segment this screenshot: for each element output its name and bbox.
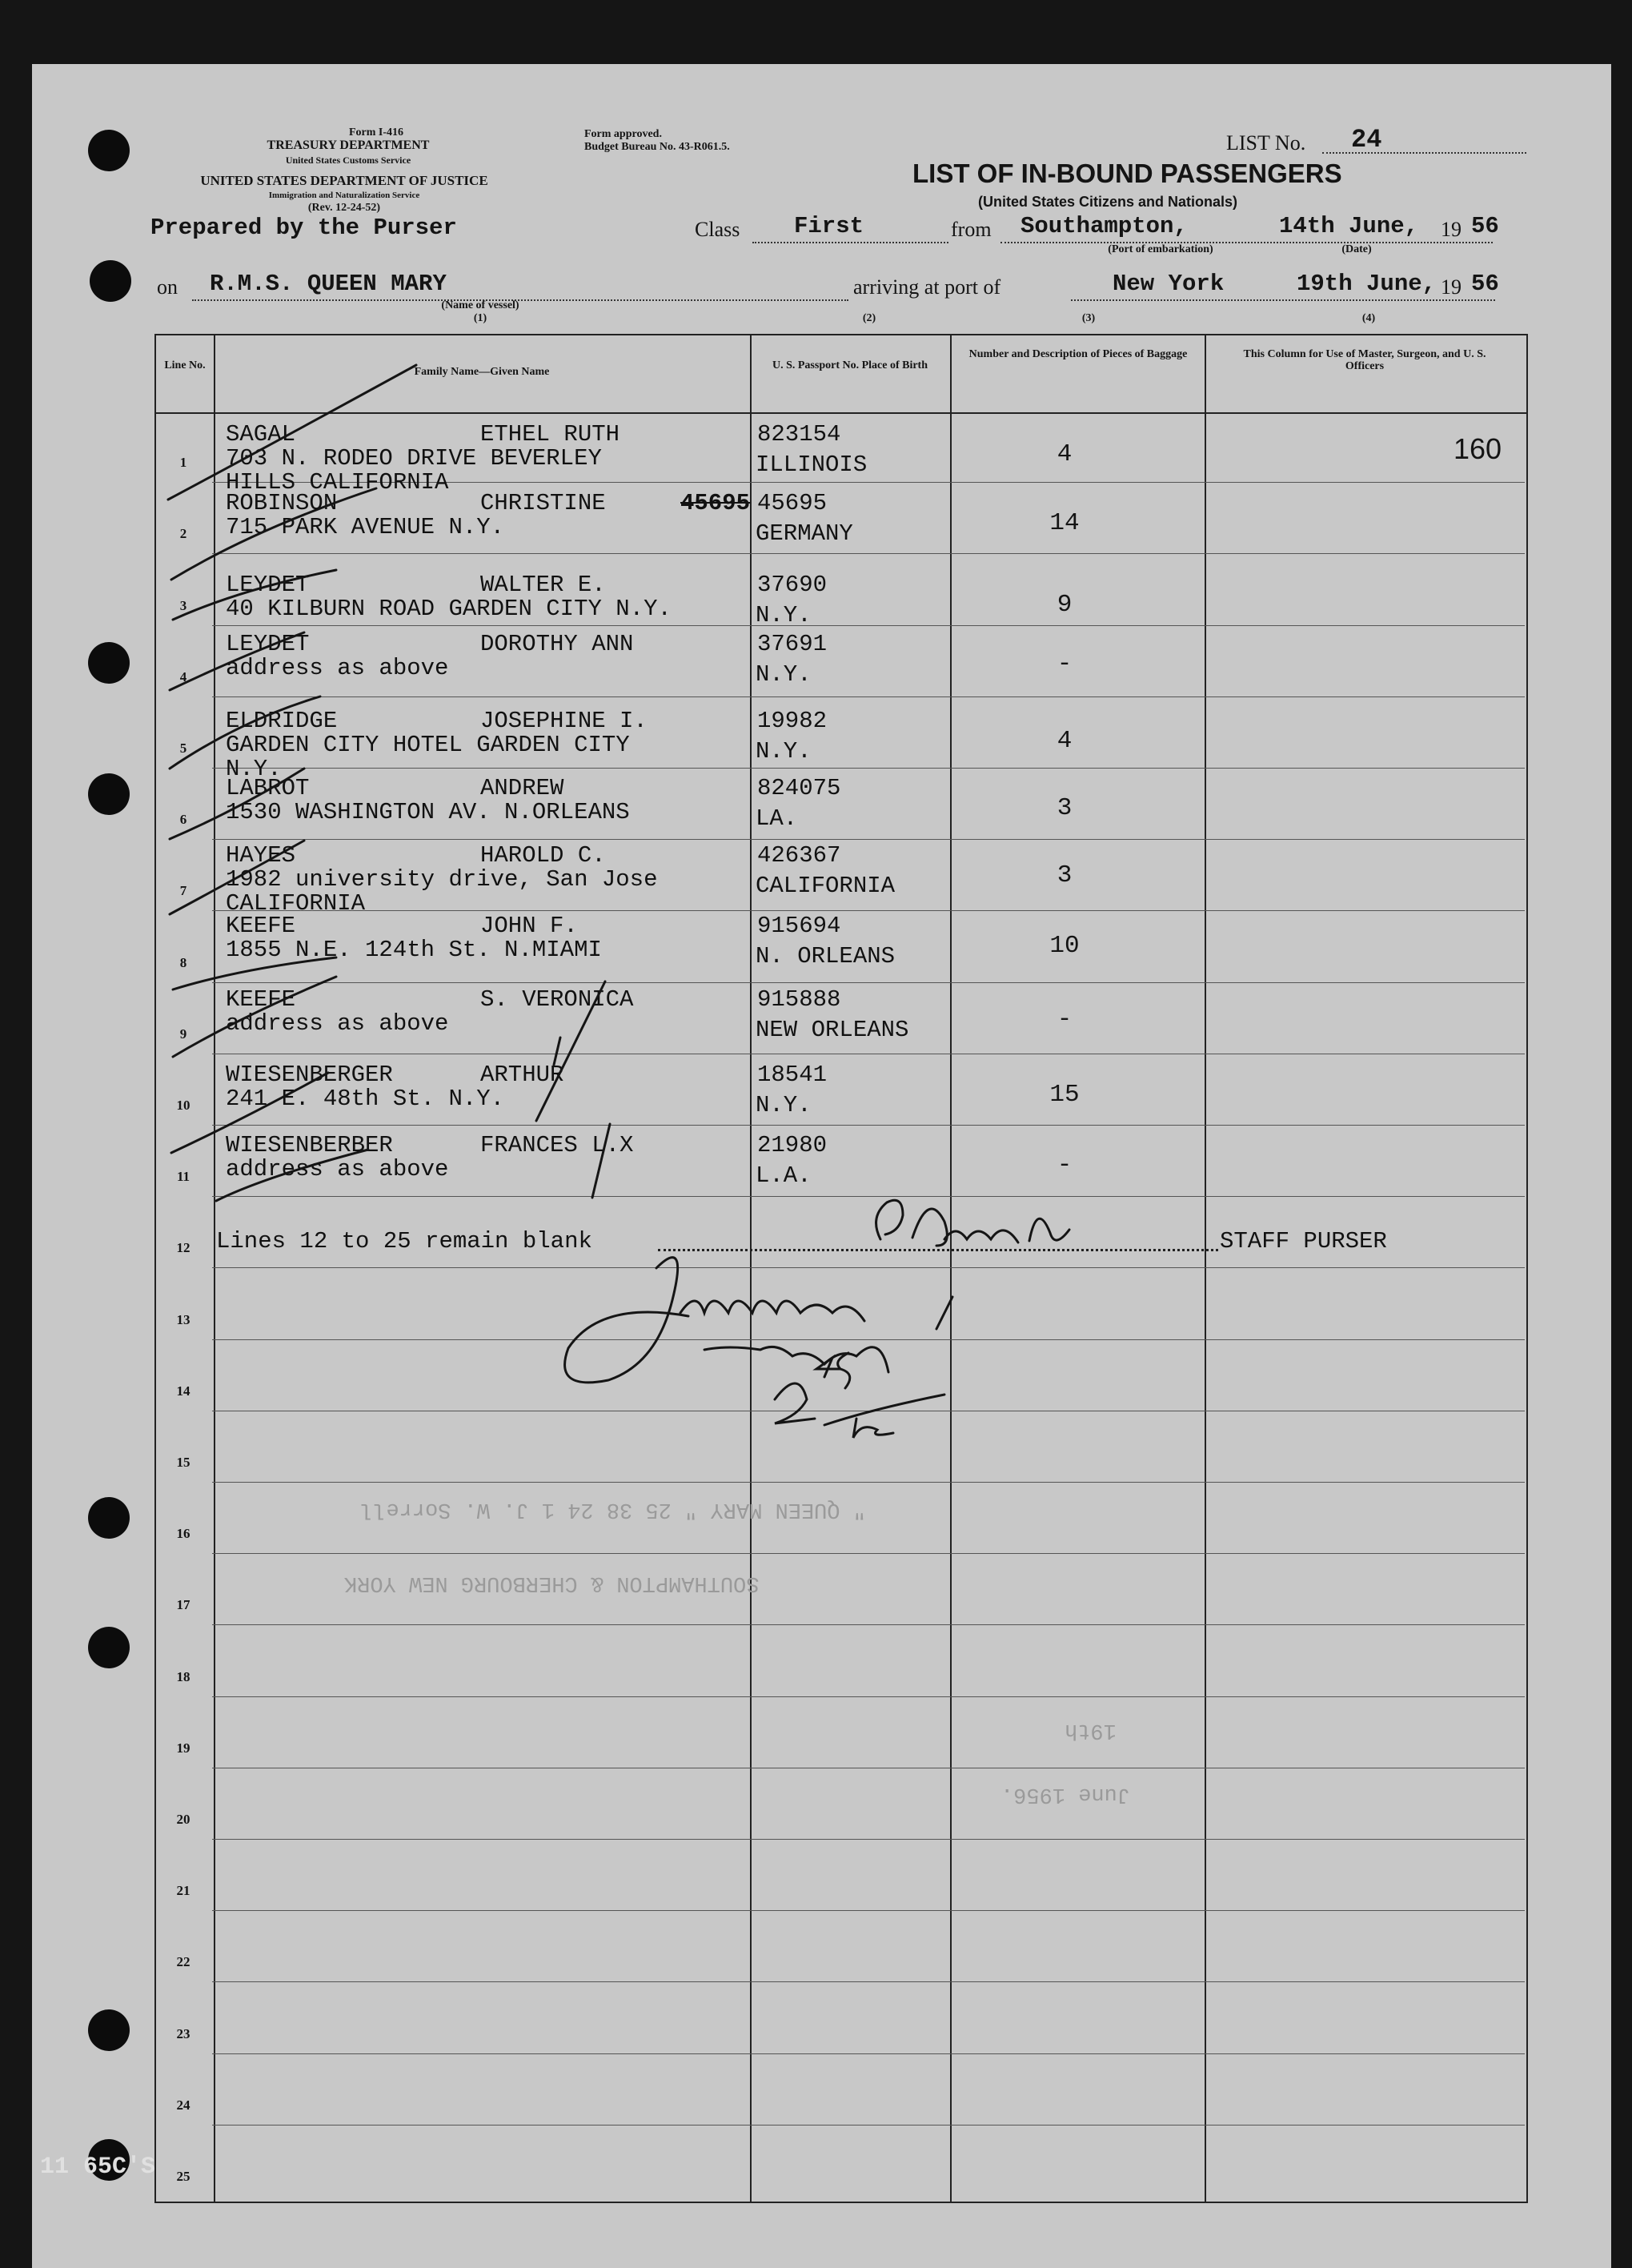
revision-date: (Rev. 12-24-52) [307,202,381,214]
line-number: 18 [176,1668,190,1684]
date-caption: (Date) [1341,243,1372,255]
baggage-count: 14 [1049,509,1080,537]
place-of-birth: N.Y. [756,661,812,688]
given-name: DOROTHY ANN [480,631,634,657]
passport-number: 18541 [757,1062,828,1088]
port-embark-caption: (Port of embarkation) [1108,243,1213,255]
address-line: address as above [226,655,449,681]
baggage-count: - [1057,1151,1073,1179]
from-port: Southampton, [1021,213,1188,239]
line-number: 2 [179,526,187,542]
list-number: 24 [1351,125,1382,155]
address-line: 703 N. RODEO DRIVE BEVERLEY [226,445,602,472]
line-number: 13 [176,1311,190,1327]
bleed-through-text: SOUTHAMPTON & CHERBOURG NEW YORK [344,1571,760,1595]
line-number: 10 [176,1098,190,1113]
baggage-count: 10 [1049,932,1080,960]
check-mark [173,977,336,1057]
place-of-birth: L.A. [756,1162,812,1189]
address-line: 40 KILBURN ROAD GARDEN CITY N.Y. [226,596,672,622]
address-line: 715 PARK AVENUE N.Y. [226,514,505,540]
passport-number: 915694 [757,913,841,939]
check-mark [170,632,304,690]
caption-1: (1) [473,312,487,324]
family-name: LEYDET [226,631,310,657]
address-line: 1855 N.E. 124th St. N.MIAMI [226,937,602,963]
arrival-port: New York [1113,271,1225,297]
slash-mark [554,1038,560,1065]
passport-number: 824075 [757,775,841,801]
customs-service: United States Customs Service [285,155,411,166]
caption-3: (3) [1081,312,1096,324]
year-prefix-1: 19 [1441,218,1462,241]
baggage-count: - [1057,1006,1073,1034]
line-number: 20 [176,1812,190,1827]
family-name: WIESENBERBER [226,1132,393,1158]
check-mark [171,1073,328,1153]
passport-number: 19982 [757,708,828,734]
time-note [775,1353,944,1438]
given-name: CHRISTINE [480,490,606,516]
form-number: Form I-416 [348,126,404,138]
bleed-through-text: June 1956. [1000,1782,1131,1806]
vessel-caption: (Name of vessel) [441,299,519,311]
purser-signature [876,1200,1069,1246]
family-name: KEEFE [226,986,296,1013]
year-1: 56 [1471,213,1499,239]
family-name: HAYES [226,842,296,869]
passport-number: 426367 [757,842,841,869]
officer-mark: 160 [1454,432,1502,465]
budget-bureau: Budget Bureau No. 43-R061.5. [584,141,730,153]
place-of-birth: ILLINOIS [756,452,868,478]
given-name: JOHN F. [480,913,578,939]
line-number: 15 [176,1455,190,1470]
bleed-through-text: 19th [1065,1718,1117,1742]
family-name: LABROT [226,775,310,801]
given-name: FRANCES L.X [480,1132,634,1158]
line-number: 1 [179,455,187,471]
class-label: Class [695,218,740,241]
family-name: WIESENBERGER [226,1062,393,1088]
staff-purser: STAFF PURSER [1220,1228,1387,1254]
col-header-officers: This Column for Use of Master, Surgeon, and U. S. Officers [1243,348,1486,372]
line-number: 11 [176,1169,190,1185]
line-number: 17 [176,1597,190,1613]
given-name: S. VERONICA [480,986,634,1013]
place-of-birth: CALIFORNIA [756,873,896,899]
baggage-count: 15 [1049,1081,1080,1109]
passport-number: 37691 [757,631,828,657]
place-of-birth: GERMANY [756,520,853,547]
check-mark [168,365,416,500]
list-label: LIST No. [1226,131,1306,155]
baggage-count: 4 [1057,440,1073,468]
check-mark [170,841,304,914]
line-number: 4 [179,668,187,684]
line-number: 9 [179,1026,187,1042]
check-mark [173,957,336,989]
slash-mark [592,1124,610,1198]
bottom-mark: 11 65C'S [40,2154,156,2181]
address-line: GARDEN CITY HOTEL GARDEN CITY [226,732,630,758]
address-line: address as above [226,1010,449,1037]
form-title: LIST OF IN-BOUND PASSENGERS [912,159,1342,188]
inspector-signature [565,1258,952,1383]
line-number: 16 [176,1526,190,1542]
line-number: 12 [176,1240,190,1256]
line-number: 19 [176,1740,190,1756]
caption-2: (2) [862,312,876,324]
class-value: First [794,213,864,239]
passport-number: 37690 [757,572,828,598]
passport-number: 915888 [757,986,841,1013]
line-number: 21 [176,1883,190,1899]
given-name: ETHEL RUTH [480,421,620,448]
col-header-line: Line No. [164,359,206,371]
given-name: WALTER E. [480,572,606,598]
place-of-birth: N.Y. [756,602,812,628]
line-number: 23 [176,2025,190,2041]
baggage-count: 3 [1057,861,1073,889]
family-name: ELDRIDGE [226,708,338,734]
place-of-birth: N. ORLEANS [756,943,896,969]
year-2: 56 [1471,271,1499,297]
baggage-count: 9 [1057,591,1073,619]
family-name: SAGAL [226,421,296,448]
line-number: 7 [179,883,187,899]
bleed-through-text: " QUEEN MARY " 25 38 24 1 J. W. Sorrell [360,1497,866,1521]
check-mark [216,1150,368,1201]
given-name: HAROLD C. [480,842,606,869]
line-number: 24 [176,2097,190,2113]
treasury-dept: TREASURY DEPARTMENT [267,138,430,152]
baggage-count: 4 [1057,727,1073,755]
address-line: 241 E. 48th St. N.Y. [226,1086,505,1112]
passport-number: 21980 [757,1132,828,1158]
struck-passport: 45695 [680,490,751,516]
place-of-birth: NEW ORLEANS [756,1017,909,1043]
check-mark [170,696,320,769]
place-of-birth: N.Y. [756,738,812,765]
family-name: KEEFE [226,913,296,939]
family-name: ROBINSON [226,490,338,516]
from-label: from [951,218,992,241]
check-mark [173,570,336,620]
check-mark [171,488,376,580]
address-line: 1530 WASHINGTON AV. N.ORLEANS [226,799,630,825]
justice-dept: UNITED STATES DEPARTMENT OF JUSTICE [200,173,488,188]
line-number: 22 [176,1954,190,1970]
arrival-date: 19th June, [1297,271,1437,297]
line-number: 14 [176,1383,190,1399]
blank-lines-note: Lines 12 to 25 remain blank [216,1228,592,1254]
prepared-by: Prepared by the Purser [150,215,457,241]
line-number: 3 [179,597,187,613]
on-label: on [157,275,178,299]
arriving-label: arriving at port of [853,275,1001,299]
given-name: JOSEPHINE I. [480,708,648,734]
line-number: 25 [176,2169,190,2184]
passport-number: 45695 [757,490,828,516]
place-of-birth: LA. [756,805,798,832]
caption-4: (4) [1361,312,1376,324]
year-prefix-2: 19 [1441,275,1462,299]
address-line-2: HILLS CALIFORNIA [226,469,449,496]
address-line: address as above [226,1156,449,1182]
line-number: 5 [179,741,187,756]
col-header-baggage: Number and Description of Pieces of Baggage [968,348,1188,360]
from-date: 14th June, [1279,213,1419,239]
line-number: 6 [179,812,187,828]
address-line-2: N.Y. [226,756,282,782]
address-line-2: CALIFORNIA [226,890,366,917]
form-subtitle: (United States Citizens and Nationals) [978,194,1238,210]
line-number: 8 [179,954,187,970]
col-header-passport: U. S. Passport No. Place of Birth [772,359,928,371]
baggage-count: 3 [1057,794,1073,822]
check-mark [170,769,304,839]
passport-number: 823154 [757,421,841,448]
col-header-name: Family Name—Given Name [414,366,550,378]
vessel-name: R.M.S. QUEEN MARY [210,271,447,297]
baggage-count: - [1057,650,1073,678]
family-name: LEYDET [226,572,310,598]
ins-caption: Immigration and Naturalization Service [268,191,420,200]
slash-mark [536,981,605,1121]
form-approved: Form approved. [584,128,662,140]
place-of-birth: N.Y. [756,1092,812,1118]
address-line: 1982 university drive, San Jose [226,866,658,893]
given-name: ANDREW [480,775,564,801]
given-name: ARTHUR [480,1062,564,1088]
